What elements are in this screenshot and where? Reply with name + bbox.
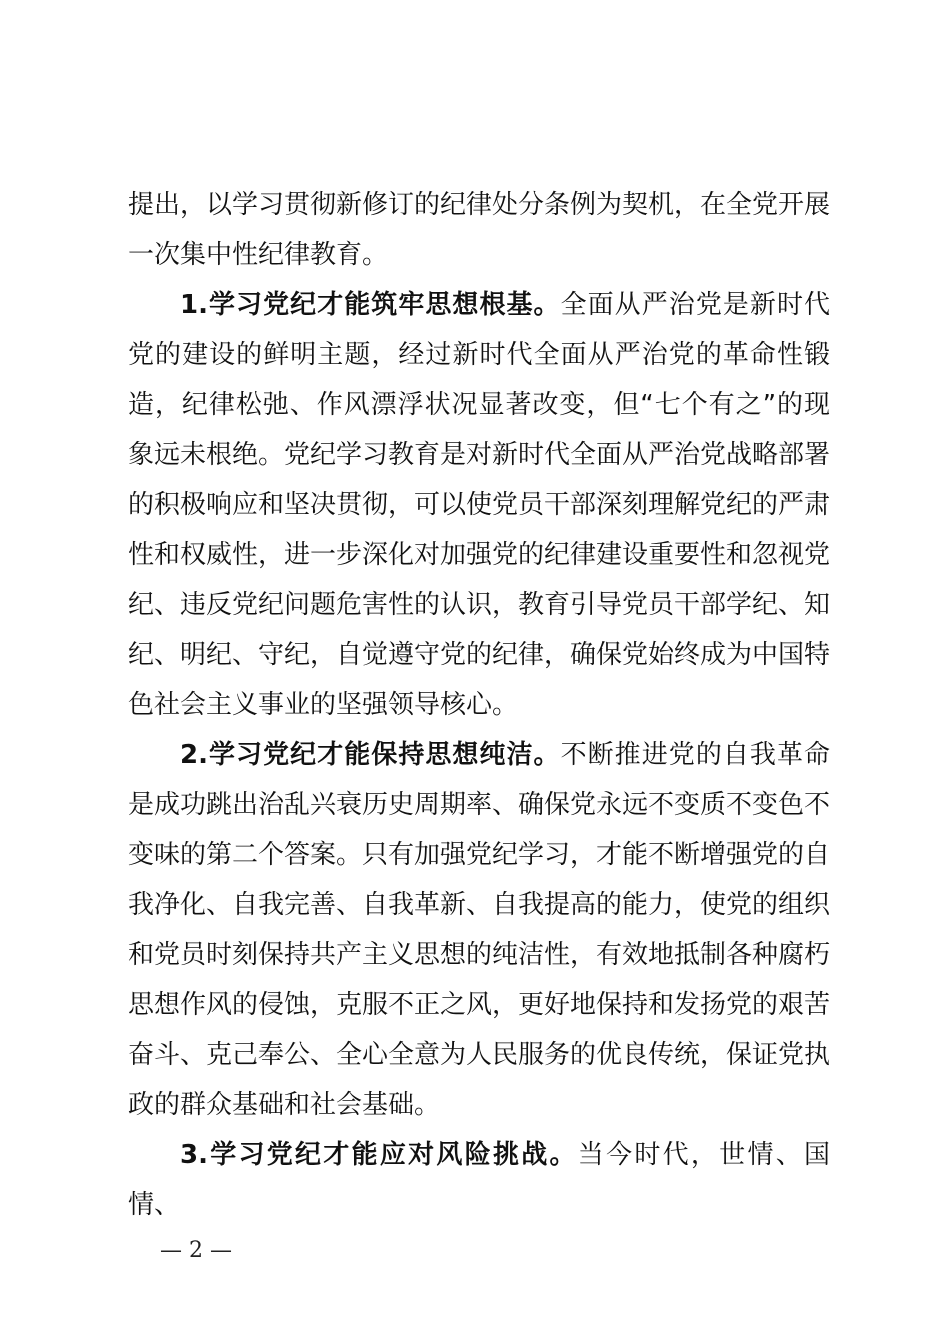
paragraph-point-2-text: 不断推进党的自我革命是成功跳出治乱兴衰历史周期率、确保党永远不变质不变色不变味的第二个答案。只有加强党纪学习，才能不断增强党的自我净化、自我完善、自我革新、自我提高的能力，使党的组织和党员时刻保持共产主义思想的纯洁性，有效地抵制各种腐朽思想作风的侵蚀，克服不正之风，更好地保持和发扬党的艰苦奋斗、克己奉公、全心全意为人民服务的优良传统，保证党执政的群众基础和社会基础。	[128, 740, 831, 1120]
paragraph-point-3-text: 当今时代，世情、国情、	[128, 1140, 830, 1220]
paragraph-point-1	[128, 280, 830, 730]
paragraph-point-2	[128, 730, 830, 1130]
paragraph-point-3	[128, 1130, 830, 1230]
paragraph-point-1-text: 全面从严治党是新时代党的建设的鲜明主题，经过新时代全面从严治党的革命性锻造，纪律松弛、作风漂浮状况显著改变，但“七个有之”的现象远未根绝。党纪学习教育是对新时代全面从严治党战略部署的积极响应和坚决贯彻，可以使党员干部深刻理解党纪的严肃性和权威性，进一步深化对加强党的纪律建设重要性和忽视党纪、违反党纪问题危害性的认识，教育引导党员干部学纪、知纪、明纪、守纪，自觉遵守党的纪律，确保党始终成为中国特色社会主义事业的坚强领导核心。	[128, 290, 831, 720]
paragraph-point-2-heading: 2.学习党纪才能保持思想纯洁。	[180, 740, 561, 770]
paragraph-point-3-heading: 3.学习党纪才能应对风险挑战。	[180, 1140, 578, 1170]
paragraph-point-1-heading: 1.学习党纪才能筑牢思想根基。	[180, 290, 561, 320]
paragraph-intro-text: 提出，以学习贯彻新修订的纪律处分条例为契机，在全党开展一次集中性纪律教育。	[128, 190, 831, 270]
document-body	[128, 180, 830, 1230]
page-number: — 2 —	[160, 1238, 232, 1263]
paragraph-intro	[128, 180, 830, 280]
